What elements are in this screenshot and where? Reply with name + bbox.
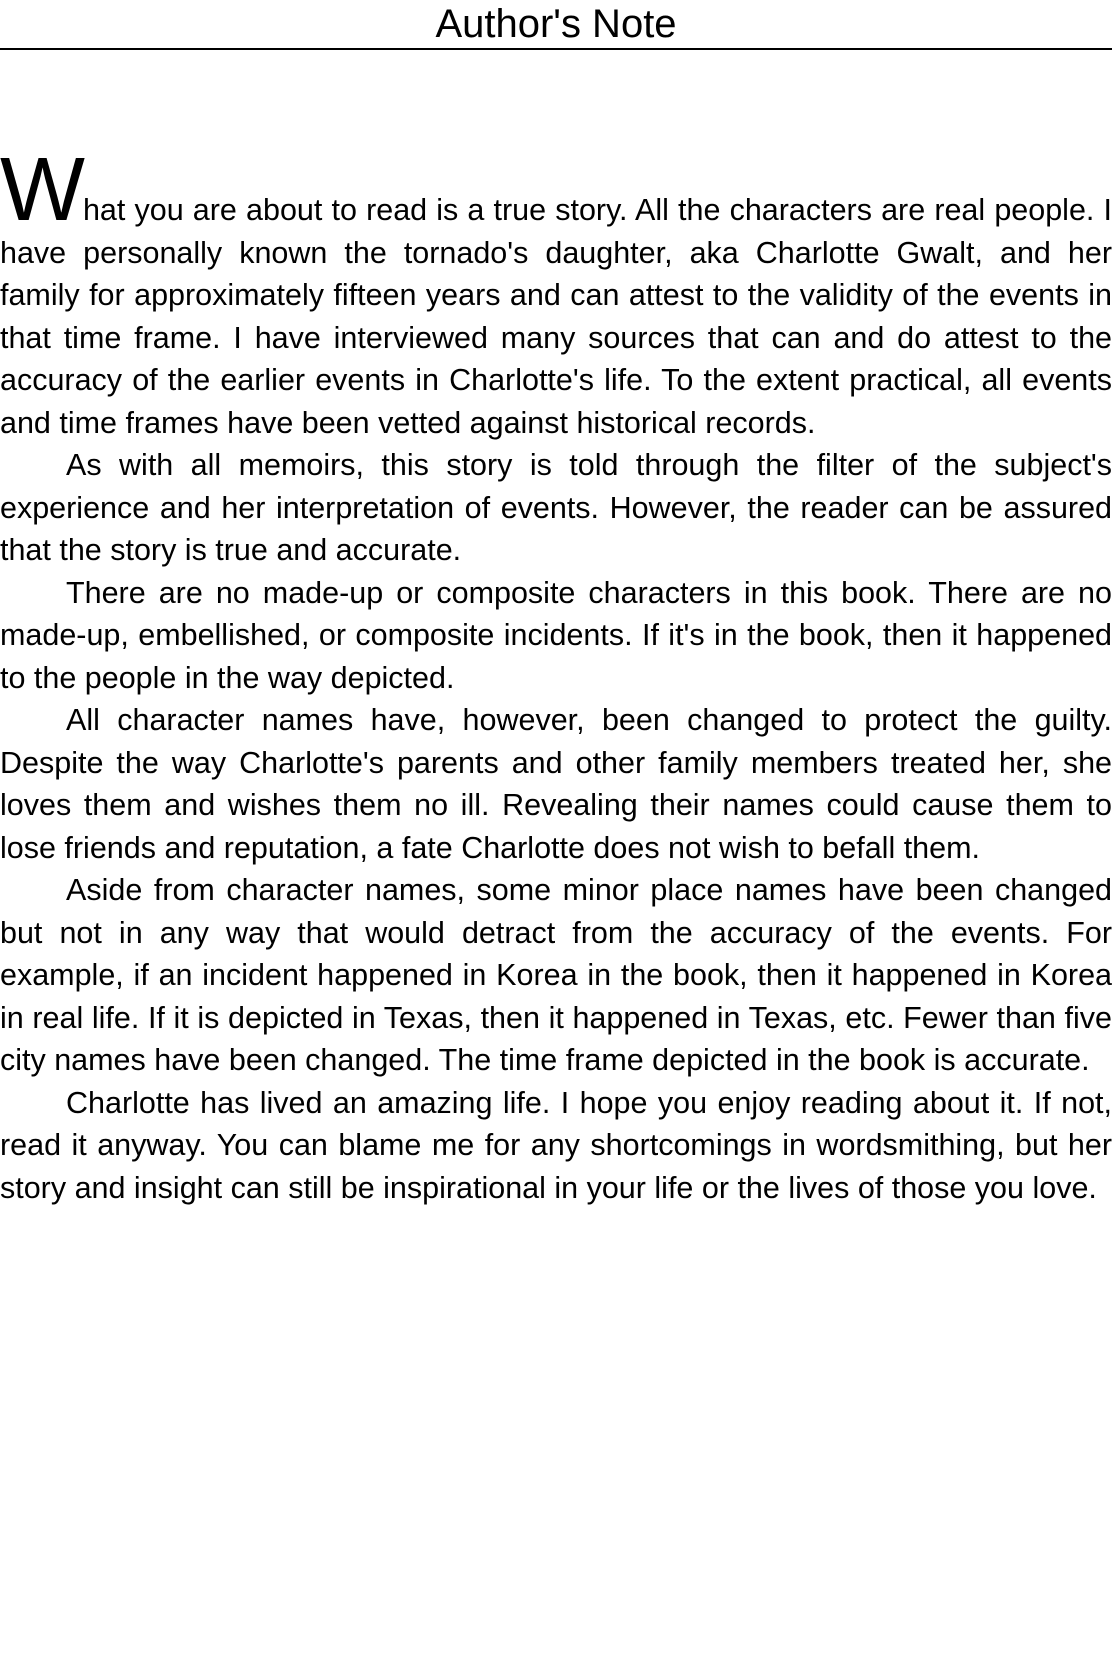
- page-title: Author's Note: [435, 2, 677, 46]
- paragraph-2: As with all memoirs, this story is told through the filter of the subject's experience and her interpretation of events. However, the reader can be assured that the story is true and accurate.: [0, 448, 1112, 567]
- drop-cap-letter: W: [0, 140, 83, 240]
- paragraph-1: [0, 140, 1112, 444]
- paragraph-6: Charlotte has lived an amazing life. I hope you enjoy reading about it. If not, read it anyway. You can blame me for any shortcomings in wordsmithing, but her story and insight can still be inspirational in your life or the lives of those you love.: [0, 1085, 1112, 1205]
- page-header: [0, 0, 1112, 50]
- paragraph-5: Aside from character names, some minor place names have been changed but not in any way that would detract from the accuracy of the events. For example, if an incident happened in Korea in the book, then it happened in Korea in real life. If it is depicted in Texas, then it happened in Texas, etc. Fewer than five city names have been changed. The time frame depicted in the book is accurate.: [0, 873, 1112, 1077]
- paragraph-4: All character names have, however, been changed to protect the guilty. Despite the way Charlotte's parents and other family members treated her, she loves them and wishes them no ill. Revealing their names could cause them to lose friends and reputation, a fate Charlotte does not wish to befall them.: [0, 703, 1112, 865]
- paragraph-1-text: hat you are about to read is a true story. All the characters are real people. I have personally known the tornado's daughter, aka Charlotte Gwalt, and her family for approximately fifteen years and can attest to the validity of the events in that time frame. I have interviewed many sources that can and do attest to the accuracy of the earlier events in Charlotte's life. To the extent practical, all events and time frames have been vetted against historical records.: [0, 193, 1112, 440]
- document-body: [0, 140, 1112, 1209]
- paragraph-3: There are no made-up or composite characters in this book. There are no made-up, embellished, or composite incidents. If it's in the book, then it happened to the people in the way depicted.: [0, 575, 1112, 695]
